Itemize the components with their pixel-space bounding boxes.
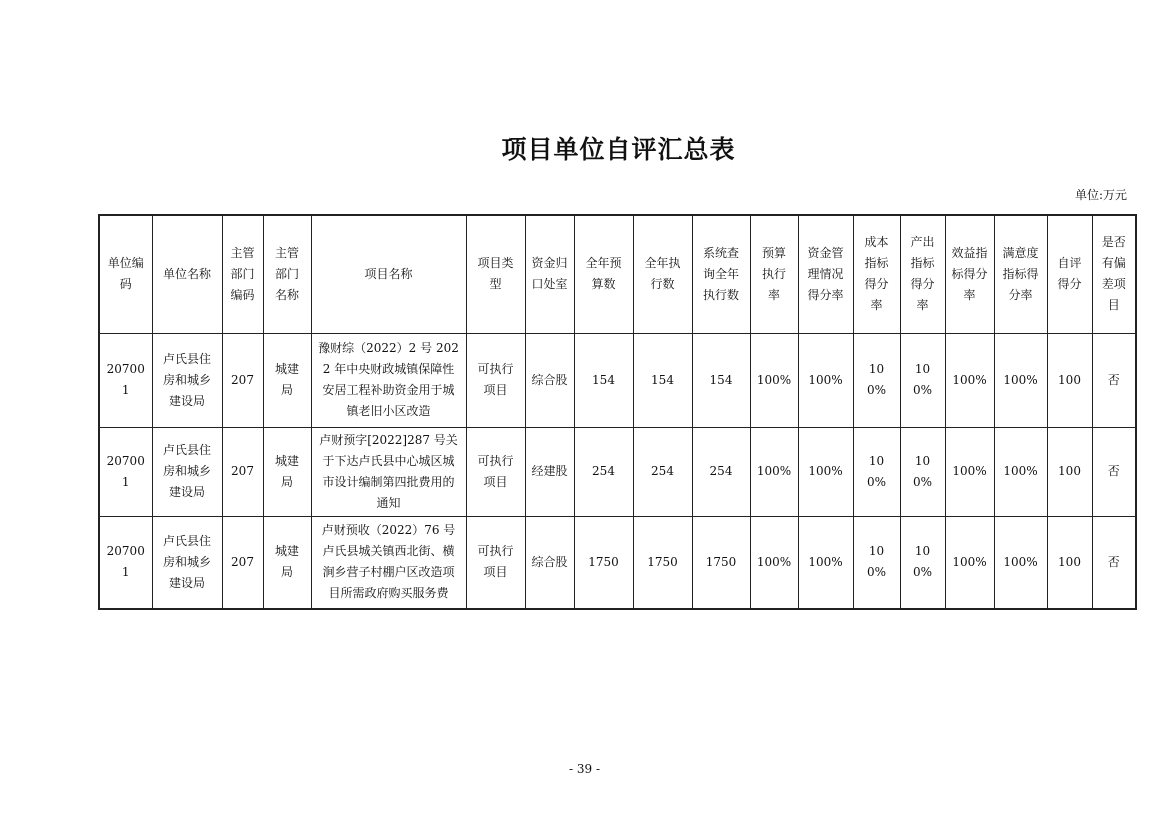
header-output-rate: 产出指标得分率: [900, 215, 945, 333]
cell-unit-name: 卢氏县住房和城乡建设局: [152, 516, 222, 609]
cell-dept-code: 207: [222, 333, 263, 427]
cell-execution-rate: 100%: [750, 427, 798, 516]
cell-fund-mgmt-rate: 100%: [798, 333, 853, 427]
header-unit-name: 单位名称: [152, 215, 222, 333]
header-deviation: 是否有偏差项目: [1092, 215, 1136, 333]
cell-benefit-rate: 100%: [945, 427, 994, 516]
cell-deviation: 否: [1092, 427, 1136, 516]
table-row: [99, 516, 1136, 609]
cell-fund-mgmt-rate: 100%: [798, 427, 853, 516]
cell-cost-rate: 100%: [853, 333, 900, 427]
cell-annual-execution: 254: [633, 427, 692, 516]
cell-output-rate: 100%: [900, 516, 945, 609]
table-row: [99, 427, 1136, 516]
cell-satisfaction-rate: 100%: [994, 516, 1047, 609]
cell-execution-rate: 100%: [750, 333, 798, 427]
cell-benefit-rate: 100%: [945, 333, 994, 427]
cell-annual-budget: 1750: [574, 516, 633, 609]
table-row: [99, 333, 1136, 427]
cell-benefit-rate: 100%: [945, 516, 994, 609]
cell-fund-office: 综合股: [525, 333, 574, 427]
cell-fund-office: 经建股: [525, 427, 574, 516]
cell-output-rate: 100%: [900, 333, 945, 427]
header-fund-mgmt-rate: 资金管理情况得分率: [798, 215, 853, 333]
cell-project-type: 可执行项目: [466, 427, 525, 516]
cell-annual-execution: 154: [633, 333, 692, 427]
cell-fund-mgmt-rate: 100%: [798, 516, 853, 609]
header-benefit-rate: 效益指标得分率: [945, 215, 994, 333]
header-satisfaction-rate: 满意度指标得分率: [994, 215, 1047, 333]
cell-annual-budget: 254: [574, 427, 633, 516]
cell-project-name: 豫财综（2022）2 号 2022 年中央财政城镇保障性安居工程补助资金用于城镇老旧小区改造: [311, 333, 466, 427]
header-dept-code: 主管部门编码: [222, 215, 263, 333]
header-annual-execution: 全年执行数: [633, 215, 692, 333]
cell-cost-rate: 100%: [853, 516, 900, 609]
cell-project-name: 卢财预收（2022）76 号卢氏县城关镇西北街、横涧乡营子村棚户区改造项目所需政府购买服务费: [311, 516, 466, 609]
cell-satisfaction-rate: 100%: [994, 333, 1047, 427]
cell-system-execution: 254: [692, 427, 750, 516]
cell-dept-name: 城建局: [263, 427, 311, 516]
cell-self-score: 100: [1047, 516, 1092, 609]
header-execution-rate: 预算执行率: [750, 215, 798, 333]
cell-output-rate: 100%: [900, 427, 945, 516]
table-header-row: [99, 215, 1136, 333]
cell-unit-code: 207001: [99, 516, 152, 609]
cell-deviation: 否: [1092, 333, 1136, 427]
header-annual-budget: 全年预算数: [574, 215, 633, 333]
cell-dept-name: 城建局: [263, 516, 311, 609]
cell-unit-code: 207001: [99, 427, 152, 516]
cell-deviation: 否: [1092, 516, 1136, 609]
page-number: - 39 -: [568, 762, 600, 776]
unit-label: 单位:万元: [1074, 188, 1127, 202]
cell-unit-name: 卢氏县住房和城乡建设局: [152, 427, 222, 516]
cell-dept-code: 207: [222, 427, 263, 516]
header-fund-office: 资金归口处室: [525, 215, 574, 333]
cell-fund-office: 综合股: [525, 516, 574, 609]
cell-execution-rate: 100%: [750, 516, 798, 609]
cell-annual-execution: 1750: [633, 516, 692, 609]
cell-self-score: 100: [1047, 333, 1092, 427]
cell-self-score: 100: [1047, 427, 1092, 516]
header-system-execution: 系统查询全年执行数: [692, 215, 750, 333]
cell-annual-budget: 154: [574, 333, 633, 427]
header-dept-name: 主管部门名称: [263, 215, 311, 333]
cell-cost-rate: 100%: [853, 427, 900, 516]
cell-project-type: 可执行项目: [466, 333, 525, 427]
cell-unit-code: 207001: [99, 333, 152, 427]
header-project-type: 项目类型: [466, 215, 525, 333]
cell-satisfaction-rate: 100%: [994, 427, 1047, 516]
header-project-name: 项目名称: [311, 215, 466, 333]
cell-system-execution: 154: [692, 333, 750, 427]
cell-project-name: 卢财预字[2022]287 号关于下达卢氏县中心城区城市设计编制第四批费用的通知: [311, 427, 466, 516]
cell-dept-code: 207: [222, 516, 263, 609]
cell-dept-name: 城建局: [263, 333, 311, 427]
header-self-score: 自评得分: [1047, 215, 1092, 333]
header-cost-rate: 成本指标得分率: [853, 215, 900, 333]
header-unit-code: 单位编码: [99, 215, 152, 333]
cell-project-type: 可执行项目: [466, 516, 525, 609]
page-title: 项目单位自评汇总表: [501, 135, 736, 164]
self-evaluation-summary-table: [98, 214, 1137, 610]
cell-system-execution: 1750: [692, 516, 750, 609]
cell-unit-name: 卢氏县住房和城乡建设局: [152, 333, 222, 427]
